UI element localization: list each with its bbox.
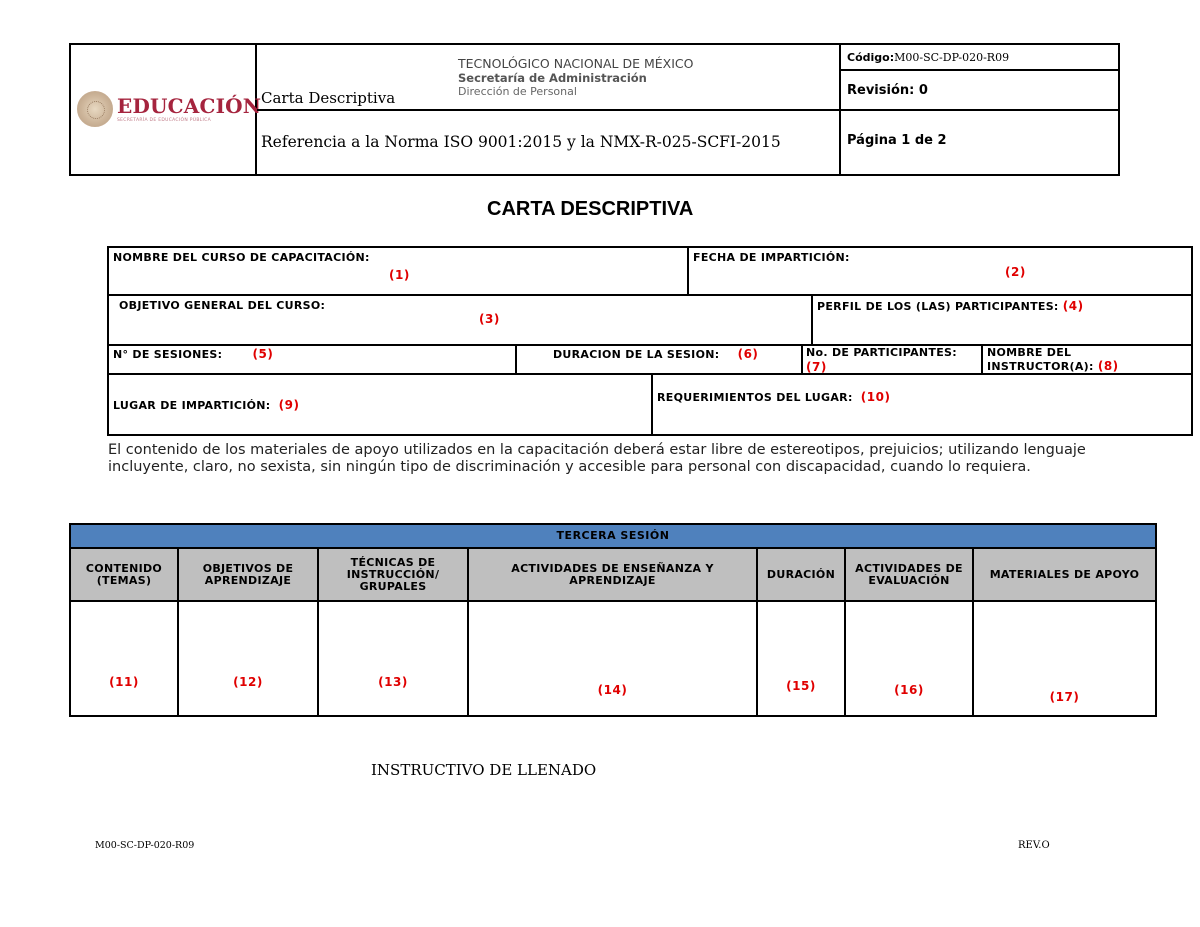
col-duracion [758,549,846,715]
document-header [69,43,1120,176]
participantes-number: (7) [806,360,827,374]
participantes-cell[interactable] [803,346,983,375]
col-evaluacion [846,549,974,715]
perfil-number: (4) [1062,299,1084,313]
pagina: Página 1 de 2 [847,133,947,148]
perfil-cell[interactable] [813,296,1191,346]
sesiones-number: (5) [252,347,274,361]
institution-block [458,57,694,99]
doc-type: Carta Descriptiva [261,89,396,107]
duracion-label: DURACION DE LA SESION: (6) [553,347,759,361]
col-header: CONTENIDO (TEMAS) [71,549,177,602]
col-actividades [469,549,758,715]
cell-value[interactable]: (12) [233,675,263,689]
participantes-label: No. DE PARTICIPANTES: [806,346,957,359]
logo-subtitle: SECRETARÍA DE EDUCACIÓN PÚBLICA [117,117,211,123]
codigo-value: M00-SC-DP-020-R09 [894,51,1010,64]
curso-number: (1) [389,268,410,282]
col-contenido [71,549,179,715]
codigo-cell [841,45,1118,71]
col-objetivos [179,549,319,715]
instructor-number: (8) [1097,359,1119,373]
revision-cell [841,71,1118,111]
objetivo-label: OBJETIVO GENERAL DEL CURSO: [119,299,326,312]
col-tecnicas [319,549,469,715]
sesiones-label: N° DE SESIONES: (5) [113,347,274,361]
revision: Revisión: 0 [847,83,928,98]
cell-value[interactable]: (13) [378,675,408,689]
secretaria: Secretaría de Administración [458,71,647,85]
objetivo-cell[interactable] [109,296,813,346]
curso-cell[interactable] [109,248,689,296]
col-header: ACTIVIDADES DE ENSEÑANZA Y APRENDIZAJE [469,549,756,602]
cell-value[interactable]: (17) [1049,690,1080,704]
session-table [69,523,1157,717]
duracion-number: (6) [737,347,759,361]
objetivo-number: (3) [479,312,500,326]
lugar-label: LUGAR DE IMPARTICIÓN: (9) [113,398,300,412]
col-materiales [974,549,1155,715]
fecha-number: (2) [1005,265,1026,279]
footer-rev: REV.O [1018,840,1050,851]
educacion-logo [77,91,261,127]
requerimientos-cell[interactable] [653,375,1191,434]
seal-icon [77,91,113,127]
codigo-label: Código: [847,51,895,64]
instructor-cell[interactable] [983,346,1191,375]
requerimientos-label: REQUERIMIENTOS DEL LUGAR: (10) [657,390,891,404]
duracion-cell[interactable] [517,346,803,375]
cell-value[interactable]: (14) [597,683,628,697]
institution-name: TECNOLÓGICO NACIONAL DE MÉXICO [458,56,694,71]
fecha-label: FECHA DE IMPARTICIÓN: [693,251,850,264]
session-title: TERCERA SESIÓN [71,525,1155,549]
col-header: OBJETIVOS DE APRENDIZAJE [179,549,317,602]
logo-word: EDUCACIÓN [117,93,262,118]
instructor-label-1: NOMBRE DEL [987,346,1072,359]
curso-label: NOMBRE DEL CURSO DE CAPACITACIÓN: [113,251,370,264]
header-title-cell [257,45,841,111]
course-info-grid [107,246,1193,436]
fecha-cell[interactable] [689,248,1191,296]
cell-value[interactable]: (15) [786,679,816,693]
direccion: Dirección de Personal [458,85,577,98]
inclusion-note: El contenido de los materiales de apoyo utilizados en la capacitación deberá estar libre de estereotipos, prejuicios; utilizando lenguaje incluyente, claro, no sexista, sin ningún tipo de discriminación y accesible para personal con discapacidad, cuando lo requiera. [108,442,1086,475]
cell-value[interactable]: (11) [109,675,139,689]
instructivo-heading: INSTRUCTIVO DE LLENADO [371,761,597,779]
col-header: MATERIALES DE APOYO [974,549,1155,602]
page-title: CARTA DESCRIPTIVA [487,198,694,220]
pagina-cell [841,111,1118,174]
lugar-number: (9) [278,398,300,412]
cell-value[interactable]: (16) [894,683,924,697]
col-header: DURACIÓN [758,549,844,602]
norm-reference: Referencia a la Norma ISO 9001:2015 y la NMX-R-025-SCFI-2015 [261,133,781,151]
lugar-cell[interactable] [109,375,653,434]
codigo [847,51,1009,64]
col-header: TÉCNICAS DE INSTRUCCIÓN/ GRUPALES [319,549,467,602]
sesiones-cell[interactable] [109,346,517,375]
footer-code: M00-SC-DP-020-R09 [95,840,195,851]
perfil-label: PERFIL DE LOS (LAS) PARTICIPANTES: (4) [817,299,1084,313]
requerimientos-number: (10) [860,390,891,404]
instructor-label-2: INSTRUCTOR(A): (8) [987,359,1119,373]
col-header: ACTIVIDADES DE EVALUACIÓN [846,549,972,602]
header-reference-cell [257,111,841,174]
logo-cell [71,45,262,174]
